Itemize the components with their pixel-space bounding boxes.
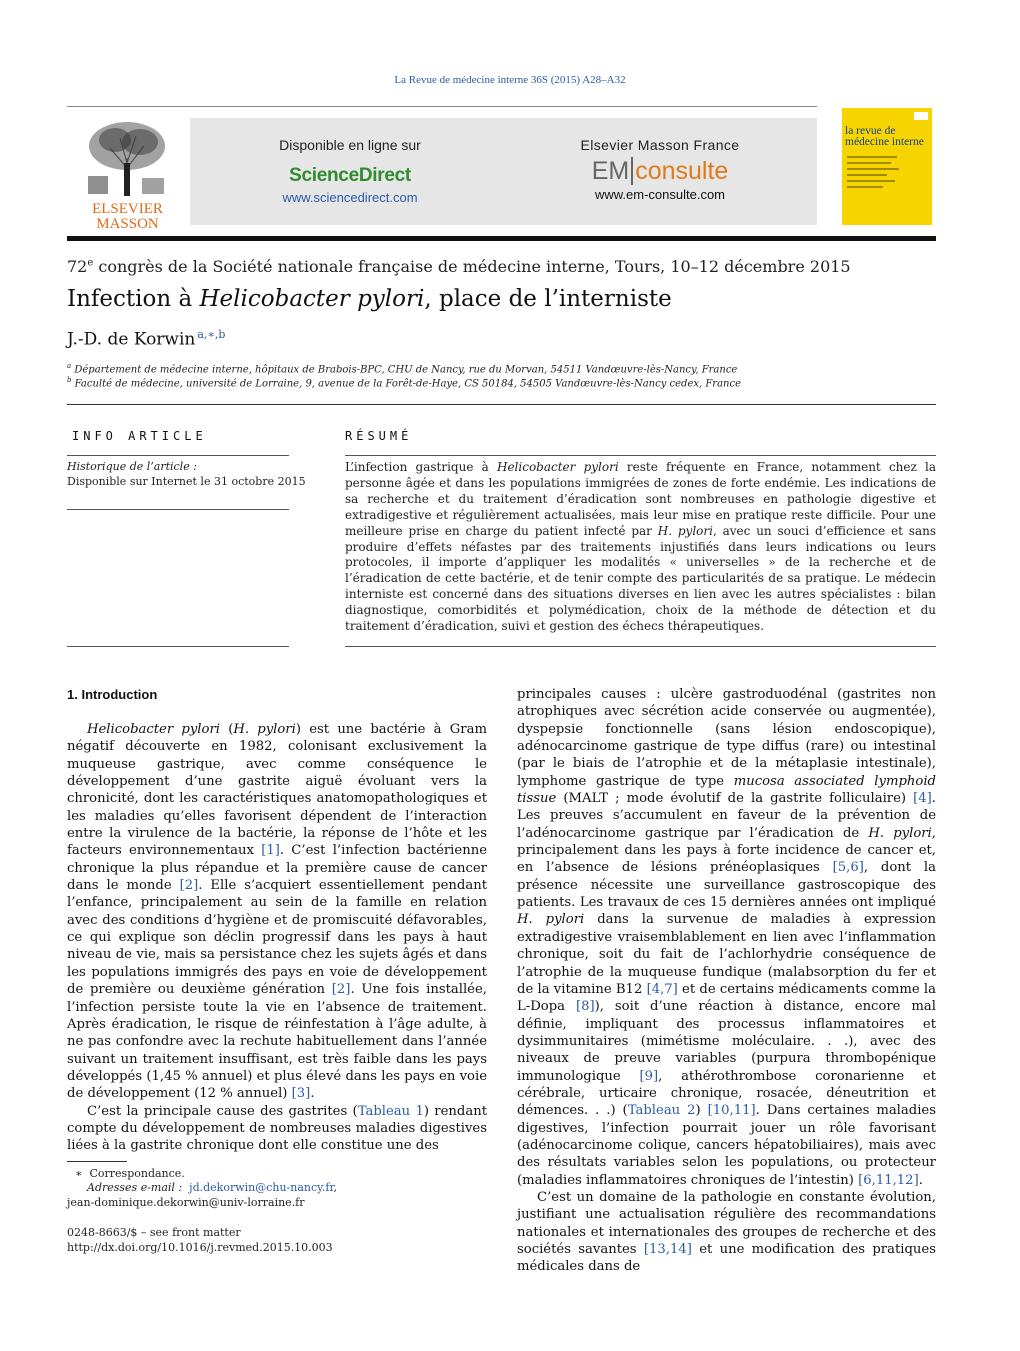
italic-term: mucosa associated lymphoid tissue [517,773,936,807]
affiliation-b: $^b$ Faculté de médecine, université de Lorraine, 9, avenue de la Forêt-de-Haye, CS 50184, 54505 Vandœuvre-lès-Nancy cedex, France [67,376,742,390]
sciencedirect-link[interactable]: www.sciencedirect.com [282,190,418,205]
italic-term: H. pylori [233,722,296,737]
author-marks[interactable]: a,∗,b [197,328,226,341]
reference-link[interactable]: [8] [575,999,595,1015]
italic-term: H. pylori [517,912,585,928]
italic-term: Helicobacter pylori [87,722,220,737]
journal-citation[interactable]: La Revue de médecine interne 36S (2015) A28–A32 [394,74,626,86]
reference-link[interactable]: Tableau 1 [357,1103,424,1119]
article-title: Infection à Helicobacter pylori, place de l’interniste [67,286,672,312]
journal-cover[interactable] [842,108,932,225]
body-left-column [67,721,487,1155]
reference-link[interactable]: [4] [913,791,932,807]
italic-term: H. pylori [868,825,932,841]
availability-banner [190,118,817,225]
email-line: Adresses e-mail : jd.dekorwin@chu-nancy.fr, [87,1181,338,1194]
intro-paragraph-2: C’est la principale cause des gastrites (Tableau 1) rendant compte du développement de nombreuses maladies digestives liées à la gastrite chronique dont elle constitue une des [67,1103,487,1154]
reference-link[interactable]: [5,6] [832,860,864,876]
reference-link[interactable]: [9] [639,1068,659,1084]
elsevier-logo [80,118,175,232]
intro-paragraph-3: principales causes : ulcère gastroduodénal (gastrites non atrophiques avec sécrétion acide conservée ou augmentée), dyspepsie fonctionnelle (sans lésion endoscopique), adénocarcinome gastrique de type diffus (rare) ou intestinal (par le biais de l’atrophie et de la métaplasie intestinale), lymphome gastrique de type mucosa associated lymphoid tissue (MALT ; mode évolutif de la gastrite folliculaire) [4]. Les preuves s’accumulent en faveur de la prévention de l’adénocarcinome gastrique par l’éradication de H. pylori, principalement dans les pays à forte incidence de cancer et, en l’absence de lésions prénéoplasiques [5,6], dont la présence nécessite une surveillance gastroscopique des patients. Les travaux de ces 15 dernières années ont impliqué H. pylori dans la survenue de maladies à expression extradigestive vraisemblablement en lien avec l’inflammation chronique, soit du fait de l’achlorhydrie conséquence de l’atrophie de la muqueuse fundique (malabsorption du fer et de la vitamine B12 [4,7] et de certains médicaments comme la L-Dopa [8]), soit d’une réaction à distance, encore mal définie, impliquant des processus inflammatoires et dysimmunitaires (mimétisme moléculaire. . .), avec des niveaux de preuve variables (purpura thrombopénique immunologique [9], athérothrombose coronarienne et cérébrale, urticaire chronique, rosacée, déneutrition et démences. . .) (Tableau 2) [10,11]. Dans certaines maladies digestives, l’infection pourrait jouer un rôle favorisant (adénocarcinome colique, cancers hépatobiliaires), mais avec des résultats variables selon les populations, ou protecteur (maladies inflammatoires chroniques de l’intestin) [6,11,12]. [517,687,936,1188]
sciencedirect-logo[interactable]: ScienceDirect [289,165,411,186]
elsevier-wordmark: ELSEVIER [92,201,163,217]
resume-heading: RÉSUMÉ [345,429,413,443]
footnote-rule [67,1161,127,1162]
author-line [67,328,225,350]
emconsulte-link[interactable]: www.em-consulte.com [594,187,726,202]
reference-link[interactable]: [13,14] [643,1242,692,1257]
cover-title-line2: médecine interne [845,136,924,148]
email-link-2[interactable]: jean-dominique.dekorwin@univ-lorraine.fr [67,1196,305,1209]
reference-link[interactable]: [3] [291,1086,311,1102]
history-value: Disponible sur Internet le 31 octobre 2015 [67,475,306,488]
abstract-text: L’infection gastrique à Helicobacter pylori reste fréquente en France, notamment chez la personne âgée et dans les populations immigrées de zones de forte endémie. Les indications de sa recherche et du traitement d’éradication sont nombreuses en pathologie digestive et extradigestive et régulièrement actualisées, mais leur mise en pratique reste difficile. Pour une meilleure prise en charge du patient infecté par H. pylori, avec un souci d’efficience et sans produire d’effets néfastes par des traitements injustifiés dans leurs indications ou leurs protocoles, il importe d’appliquer les modalités « universelles » de la recherche et de l’éradication de cette bactérie, et de tenir compte des particularités de sa pratique. Le médecin interniste est concerné dans des situations diverses en lien avec les autres spécialistes : bilan diagnostique, comorbidités et polymédication, choix de la méthode de détection et du traitement d’éradication, suivi et gestion des échecs thérapeutiques. [345,460,936,634]
resume-rule-top [345,455,936,456]
tree-icon [80,118,175,198]
elsevier-masson-france-label: Elsevier Masson France [580,137,740,153]
reference-link[interactable]: [2] [331,982,351,998]
emconsulte-logo[interactable]: EM consulte [591,157,729,185]
body-right-column [517,686,936,1276]
author-name: J.-D. de Korwin [67,329,196,350]
reference-link[interactable]: Tableau 2 [627,1103,696,1119]
reference-link[interactable]: [1] [261,843,280,859]
email-link-1[interactable]: jd.dekorwin@chu-nancy.fr [189,1181,334,1194]
correspondence-note: ∗ Correspondance. [75,1167,185,1180]
header-rule [67,106,817,107]
congress-line: 72e congrès de la Société nationale française de médecine interne, Tours, 10–12 décembre 2015 [67,257,851,276]
reference-link[interactable]: [10,11] [707,1103,756,1119]
affiliations-rule [67,404,936,405]
cover-title-line1: la revue de [845,125,896,137]
introduction-heading: 1. Introduction [67,687,158,702]
history-label: Historique de l’article : [67,460,197,473]
issn-line: 0248-8663/$ – see front matter [67,1226,241,1239]
intro-paragraph-4: C’est un domaine de la pathologie en constante évolution, justifiant une actualisation régulière des recommandations nationales et internationales des groupes de recherche et des sociétés savantes [13,14] et une modification des pratiques médicales dans de [517,1189,936,1275]
resume-rule-bottom [345,646,936,647]
emconsulte-block [500,118,820,225]
sciencedirect-block [190,118,510,225]
available-online-label: Disponible en ligne sur [279,137,421,153]
reference-link[interactable]: [6,11,12] [858,1172,919,1188]
masson-wordmark: MASSON [96,216,159,232]
header-thick-rule [67,236,936,241]
cover-contents-block [847,152,907,202]
info-article-heading: INFO ARTICLE [72,429,207,443]
info-rule-top [67,455,289,456]
reference-link[interactable]: [2] [179,878,199,894]
affiliation-a: $^a$ Département de médecine interne, hôpitaux de Brabois-BPC, CHU de Nancy, rue du Morvan, 54511 Vandœuvre-lès-Nancy, France [67,362,738,376]
info-rule-bottom [67,509,289,510]
reference-link[interactable]: [4,7] [646,981,678,997]
intro-paragraph-1: Helicobacter pylori (H. pylori) est une bactérie à Gram négatif découverte en 1982, colonisant exclusivement la muqueuse gastrique, avec comme conséquence le développement d’une gastrite aiguë évoluant vers la chronicité, dont les caractéristiques anatomopathologiques et les maladies qu’elles favorisent dépendent de l’interaction entre la virulence de la bactérie, la réponse de l’hôte et les facteurs environnementaux [1]. C’est l’infection bactérienne chronique la plus répandue et la première cause de cancer dans le monde [2]. Elle s’acquiert essentiellement pendant l’enfance, principalement au sein de la famille en relation avec des conditions d’hygiène et de promiscuité défavorables, ce qui explique son déclin progressif dans les pays à haut niveau de vie, mais sa persistance chez les sujets âgés et dans les populations immigrés des pays en voie de développement de première ou deuxième génération [2]. Une fois installée, l’infection persiste toute la vie en l’absence de traitement. Après éradication, le risque de réinfestation à l’âge adulte, à ne pas confondre avec la rechute habituellement dans l’année suivant un traitement insuffisant, est très faible dans les pays développés (1,45 % annuel) et plus élevé dans les pays en voie de développement (12 % annuel) [3]. [67,722,487,1102]
doi-link[interactable]: http://dx.doi.org/10.1016/j.revmed.2015.10.003 [67,1241,333,1254]
info-rule-end [67,646,289,647]
cover-badge [914,112,928,120]
